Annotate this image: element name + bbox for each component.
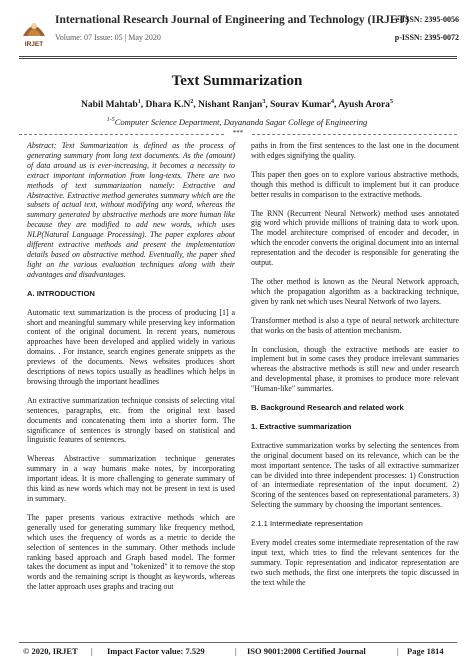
- e-issn: e-ISSN: 2395-0056: [395, 15, 459, 24]
- left-column: [27, 141, 235, 601]
- paragraph: Automatic text summarization is the process of producing [1] a short and meaningful summary while preserving key information content of the original document. In recent years, numerous approaches have been developed and applied widely in various domains. . For instance, search engines generate snippets as the previews of the documents. News websites produces short descriptions of news topics usually as headlines which helps in browsing through the important headlines: [27, 307, 235, 386]
- volume-info: Volume: 07 Issue: 05 | May 2020: [55, 33, 161, 42]
- paragraph: paths in from the first sentences to the last one in the document with edges signifying the quality.: [251, 141, 459, 160]
- paragraph: An extractive summarization technique consists of selecting vital sentences, paragraphs, etc. from the original text based documents and concatenating them into a shorter form. The significance of sentences is strongly based on statistical and linguistic features of sentences.: [27, 395, 235, 445]
- logo-text: IRJET: [24, 41, 44, 48]
- paragraph: The RNN (Recurrent Neural Network) method uses annotated gig word which provide millions of training data to work upon. The model architecture comprised of encoder and decoder, in which the encoder converts the original document into an internal representation and the decoder is responsible for generating the output.: [251, 208, 459, 268]
- author-name: Nishant Ranjan: [198, 100, 263, 111]
- p-issn: p-ISSN: 2395-0072: [394, 33, 459, 42]
- paper-title: Text Summarization: [171, 73, 303, 89]
- subsubsection-heading: 2.1.1 Intermediate representation: [251, 519, 363, 529]
- paragraph: Transformer method is also a type of neural network architecture that works on the basis of attention mechanism.: [251, 315, 459, 335]
- paragraph: Every model creates some intermediate representation of the raw input text, which tries to find the relevant sentences for the summary. Topic representation and indicator representation are two such methods, the first one interprets the topic discussed in the text while the: [251, 538, 459, 587]
- irjet-logo-icon: [19, 14, 49, 44]
- footer-iso: ISO 9001:2008 Certified Journal: [247, 646, 366, 656]
- author-name: Ayush Arora: [338, 100, 390, 111]
- header-rule: [19, 56, 457, 57]
- paragraph: The other method is known as the Neural Network approach, which the propagation algorithm as a backtracking technique, given by rank net which uses Neural Network of two layers.: [251, 276, 459, 306]
- section-heading: B. Background Research and related work: [251, 403, 404, 413]
- journal-header: [19, 14, 459, 52]
- abstract: Abstract: Text Summarization is defined as the process of generating summary from long text documents. As the (amount) of data around us is ever-increasing, it becomes a necessity to extract important information from long-texts. There are two methods of text summarization namely: Extractive and Abstractive. Extractive method generates summary which are the subsets of actual text, without modifying any word, whereas the summary generated by abstractive methods are more human like because they are modified to add new words, which uses NLP(Natural Language Processing). The paper explores about different extractive methods and present the implementation details based on abstractive method. Eventually, the paper shed light on the various evaluation techniques along with their advantages and disadvantages.: [27, 141, 235, 279]
- paragraph: The paper presents various extractive methods which are generally used for generating summary like frequency method, which uses the frequency of words as a metric to decide the selection of sentences in the summary. Other methods include ranking based approach and Graph based model. The former takes the document as input and "tokenized" it to remove the stop words and the remaining script is thought as keywords, whereas the latter approach uses graphs and tracing out: [27, 512, 235, 592]
- footer-page: Page 1814: [407, 646, 444, 656]
- page-footer: © 2020, IRJET | Impact Factor value: 7.529 | ISO 9001:2008 Certified Journal | Page 1814: [19, 642, 457, 661]
- journal-name: International Research Journal of Engineering and Technology (IRJET): [55, 14, 410, 26]
- section-separator: ***: [19, 130, 457, 138]
- affiliation: $^{1-5}$Computer Science Department, Dayananda Sagar College of Engineering: [106, 117, 368, 127]
- footer-copyright: © 2020, IRJET: [23, 646, 78, 656]
- author-list: Nabil Mahtab$^1$, Dhara $K.N^2$, Nishant Ranjan$^3$, Sourav Kumar$^4$, Ayush Arora$^5$: [81, 99, 393, 111]
- paragraph: Whereas Abstractive summarization technique generates summary in a way humans make notes, by incorporating important ideas. It is more challenging to generate summary of this kind as new words which may not be present in text is used in summary.: [27, 454, 235, 503]
- intro-heading: A. INTRODUCTION: [27, 288, 95, 298]
- author-name: Dhara K.N: [145, 100, 191, 111]
- subsection-heading: 1. Extractive summarization: [251, 421, 352, 431]
- author-name: Nabil Mahtab: [81, 100, 138, 111]
- paragraph: In conclusion, though the extractive methods are easier to implement but in some cases they produce irrelevant summaries whereas the abstractive methods is still new and under research and developmental phase, it promises to produce more relevant "Human-like" summaries.: [251, 344, 459, 394]
- right-column: [251, 141, 459, 597]
- paragraph: This paper then goes on to explore various abstractive methods, though this method is difficult to implement but it can produce better results in comparison to the extractive methods.: [251, 169, 459, 199]
- footer-impact: Impact Factor value: 7.529: [107, 646, 205, 656]
- header-rule-2: [19, 58, 457, 59]
- paragraph: Extractive summarization works by selecting the sentences from the original document based on its relevance, which can be the most important sentence. The tasks of all extractive summarizer can be divided into three independent processes: 1) Construction of an intermediate representation of the input document. 2) Scoring of the sentences based on representational parameters. 3) Selecting the summary by choosing the important sentences.: [251, 440, 459, 510]
- author-name: Sourav Kumar: [270, 100, 332, 111]
